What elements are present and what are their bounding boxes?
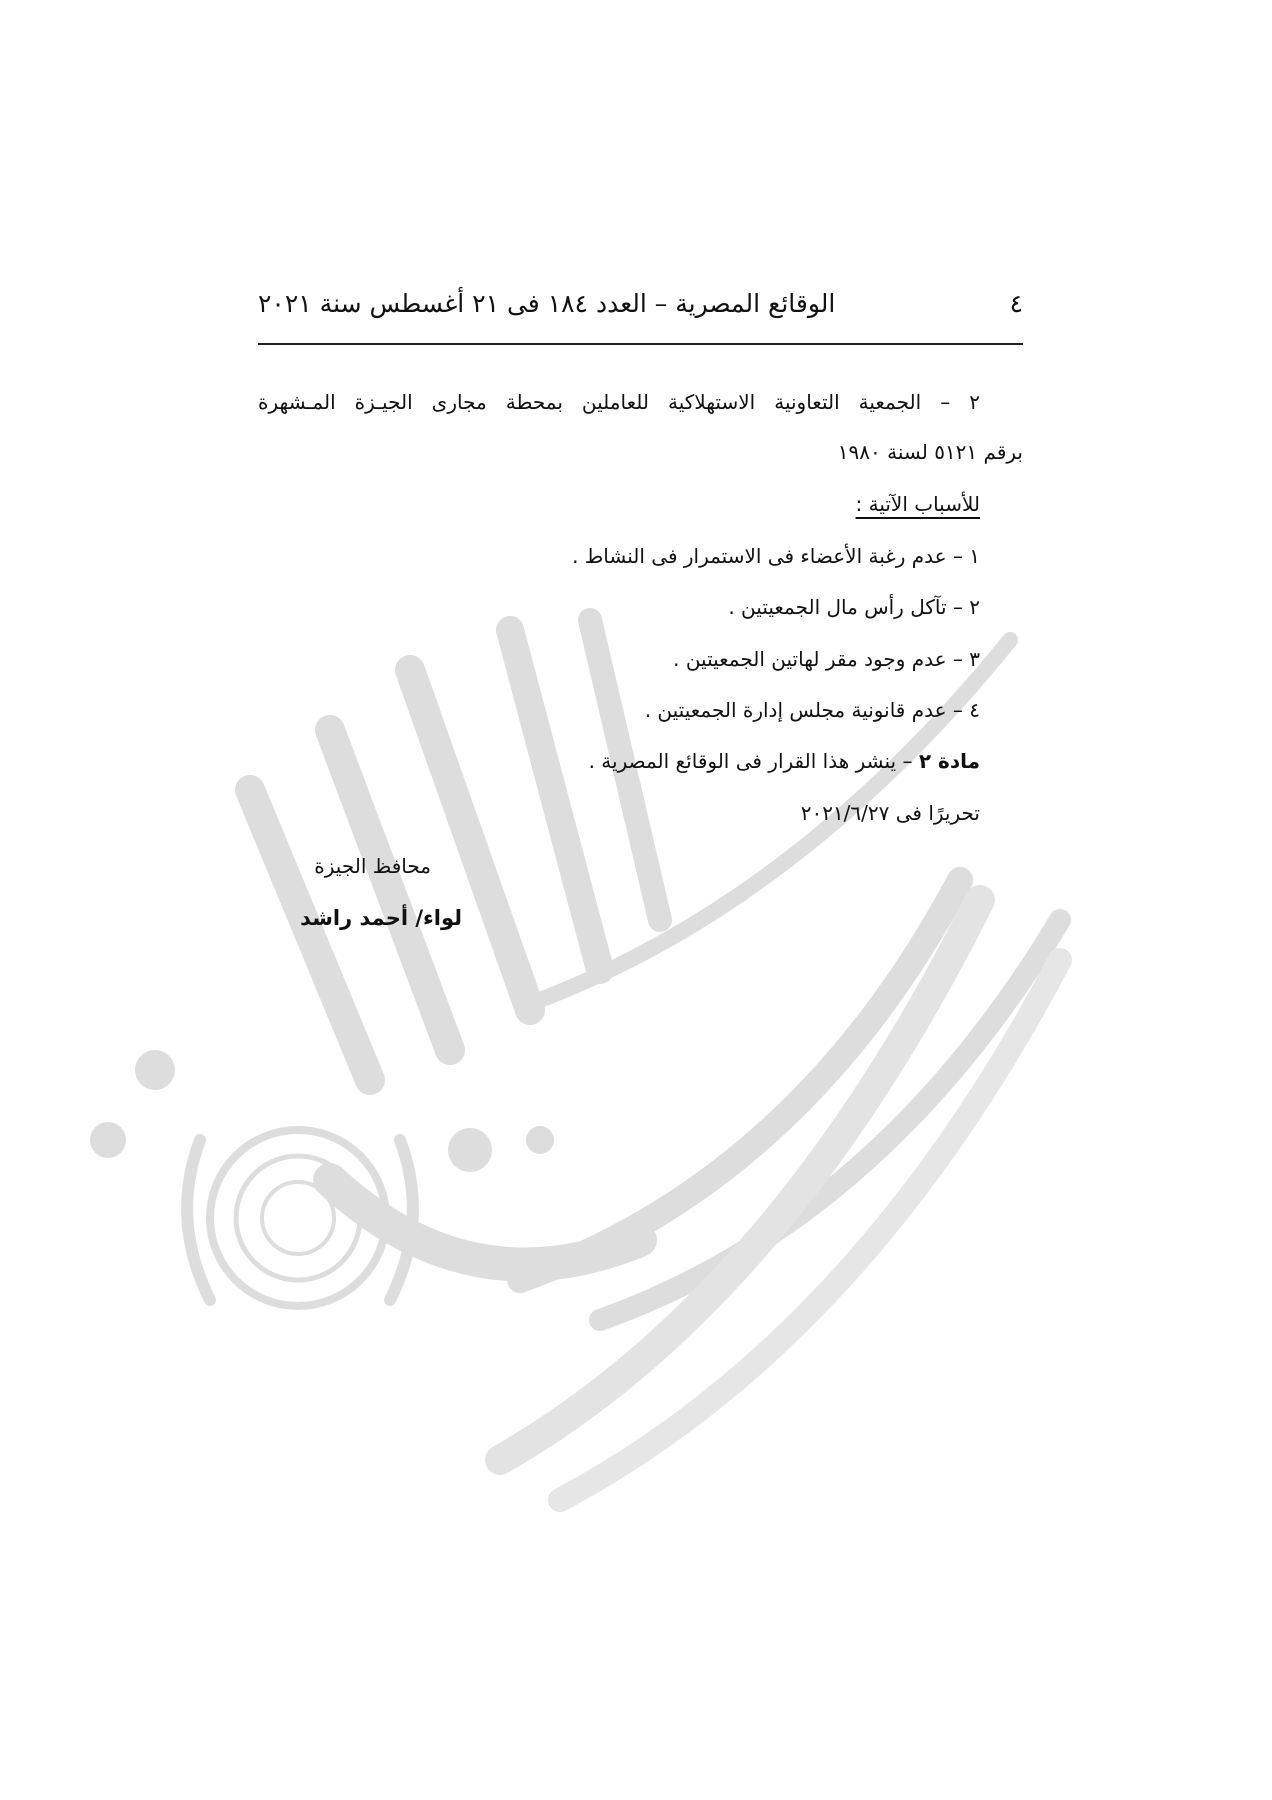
reason-item: ٢ – تآكل رأس مال الجمعيتين . bbox=[728, 595, 980, 619]
article-2 bbox=[589, 746, 980, 776]
reason-item: ٤ – عدم قانونية مجلس إدارة الجمعيتين . bbox=[644, 698, 980, 722]
page-header bbox=[258, 285, 1023, 321]
header-title: الوقائع المصرية – العدد ١٨٤ فى ٢١ أغسطس سنة ٢٠٢١ bbox=[258, 288, 836, 318]
article-label: مادة ٢ bbox=[918, 749, 980, 773]
page-number: ٤ bbox=[1009, 288, 1023, 318]
item-2-line-1: ٢ – الجمعية التعاونية الاستهلاكية للعاملين بمحطة مجارى الجيـزة المـشهرة bbox=[258, 390, 980, 414]
reason-item: ١ – عدم رغبة الأعضاء فى الاستمرار فى النشاط . bbox=[572, 544, 980, 568]
signature-name: لواء/ أحمد راشد bbox=[300, 906, 462, 930]
reasons-heading: للأسباب الآتية : bbox=[855, 492, 980, 516]
date-line: تحريرًا فى ٢٠٢١/٦/٢٧ bbox=[800, 801, 980, 825]
signature-title: محافظ الجيزة bbox=[314, 854, 431, 878]
header-divider bbox=[258, 343, 1023, 345]
article-text: – ينشر هذا القرار فى الوقائع المصرية . bbox=[588, 749, 919, 773]
reason-item: ٣ – عدم وجود مقر لهاتين الجمعيتين . bbox=[673, 647, 980, 671]
item-2-line-2: برقم ٥١٢١ لسنة ١٩٨٠ bbox=[837, 440, 1023, 464]
